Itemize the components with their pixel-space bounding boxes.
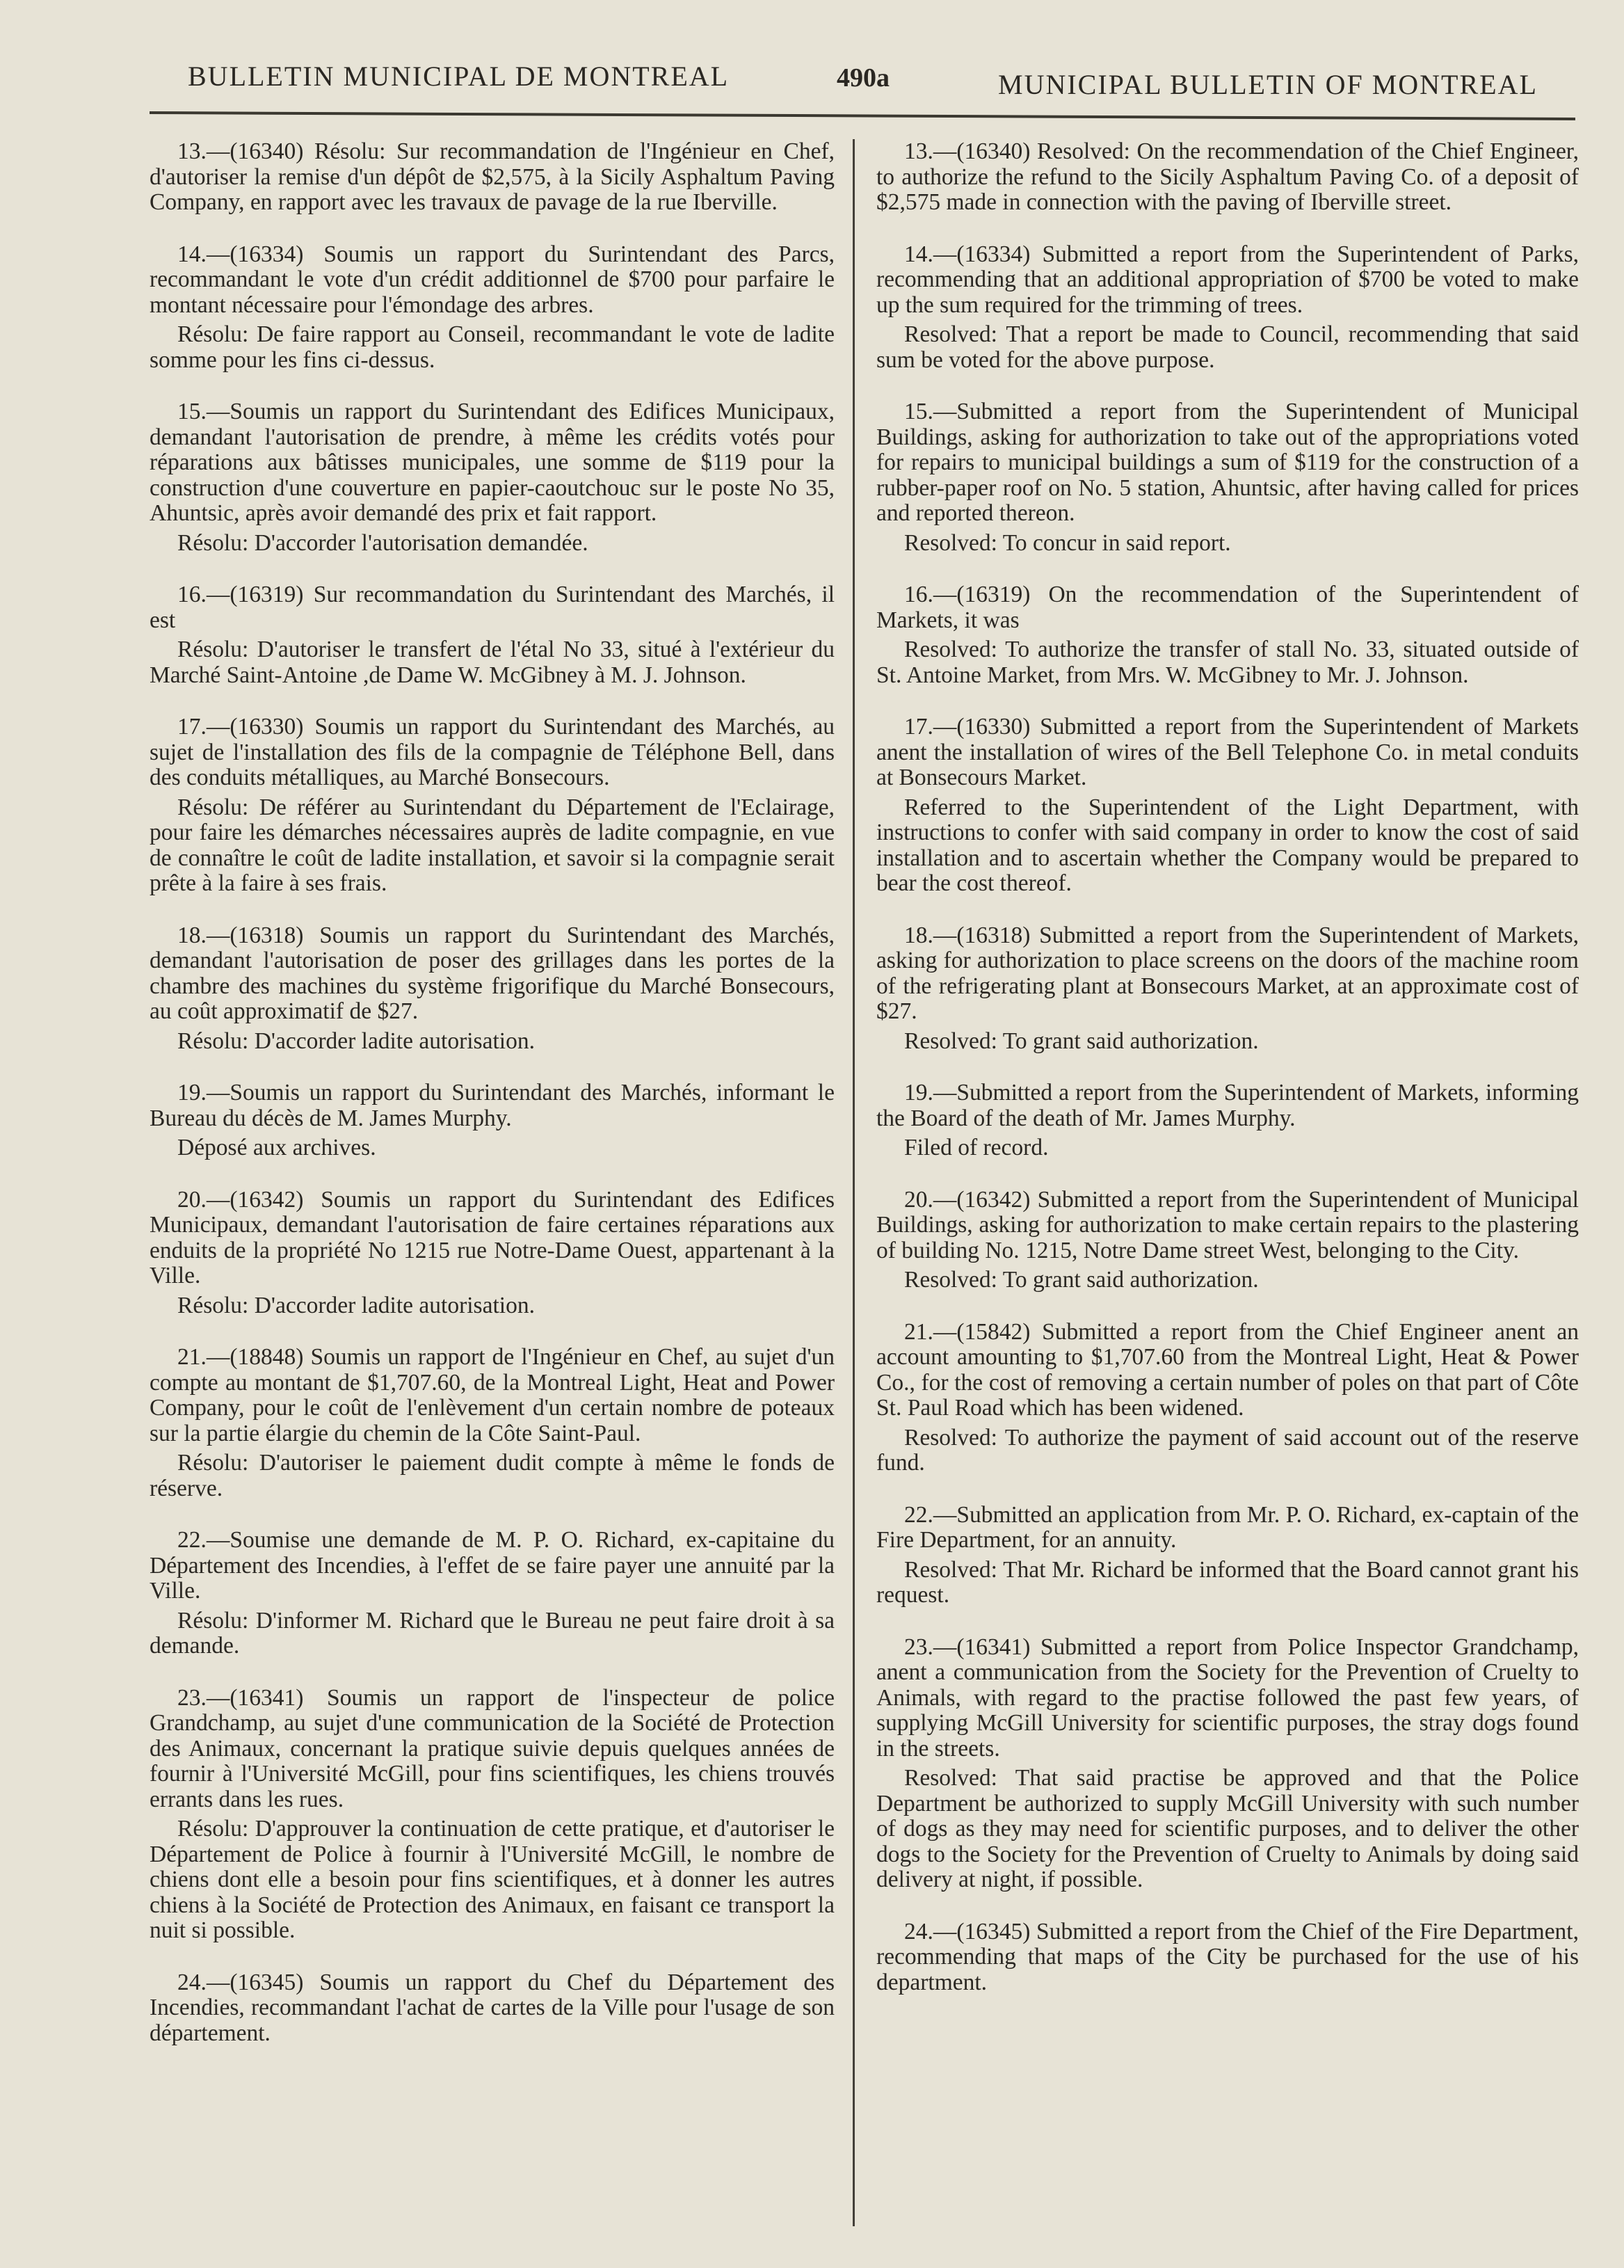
- english-entry-text: 18.—(16318) Submitted a report from the Superintendent of Markets, asking for authorization to place screens on the doors of the machine room of the refrigerating plant at Bonsecours Market, at an approximate cost of $27.: [876, 922, 1579, 1024]
- french-entry: [150, 1080, 835, 1161]
- french-entry-text: 22.—Soumise une demande de M. P. O. Richard, ex-capitaine du Département des Incendies, à l'effet de se faire payer une annuité par la Ville.: [150, 1527, 835, 1604]
- english-entry-text: 16.—(16319) On the recommendation of the Superintendent of Markets, it was: [876, 582, 1579, 633]
- french-entry: [150, 399, 835, 556]
- french-entry-text: 14.—(16334) Soumis un rapport du Surintendant des Parcs, recommandant le vote d'un crédit additionnel de $700 pour parfaire le montant nécessaire pour l'émondage des arbres.: [150, 241, 835, 318]
- english-entry-resolution: Resolved: To grant said authorization.: [904, 1028, 1259, 1054]
- french-entry-resolution: Résolu: De référer au Surintendant du Département de l'Eclairage, pour faire les démarches nécessaires auprès de ladite compagnie, en vue de connaître le coût de ladite installation, et savoir si la compagnie serait prête à la faire à ses frais.: [150, 794, 835, 896]
- french-entry-resolution: Déposé aux archives.: [177, 1135, 376, 1160]
- french-entry-text: 20.—(16342) Soumis un rapport du Surintendant des Edifices Municipaux, demandant l'autorisation de faire certaines réparations aux enduits de la propriété No 1215 rue Notre-Dame Ouest, appartenant à la Ville.: [150, 1186, 835, 1288]
- english-entry-resolution: Resolved: That a report be made to Council, recommending that said sum be voted for the above purpose.: [876, 321, 1579, 373]
- english-entry-resolution: Resolved: To authorize the transfer of stall No. 33, situated outside of St. Antoine Market, from Mrs. W. McGibney to Mr. J. Johnson.: [876, 637, 1579, 688]
- column-divider: [853, 139, 855, 2226]
- french-entry-text: 18.—(16318) Soumis un rapport du Surintendant des Marchés, demandant l'autorisation de poser des grillages dans les portes de la chambre des machines du système frigorifique du Marché Bonsecours, au coût approximatif de $27.: [150, 922, 835, 1024]
- header-rule: [150, 111, 1575, 120]
- english-entry: [876, 139, 1579, 216]
- english-entry: [876, 1635, 1579, 1893]
- french-entry-text: 21.—(18848) Soumis un rapport de l'Ingénieur en Chef, au sujet d'un compte au montant de $1,707.60, de la Montreal Light, Heat and Power Company, pour le coût de l'enlèvement d'un certain nombre de poteaux sur la partie élargie du chemin de la Côte Saint-Paul.: [150, 1344, 835, 1446]
- french-entry: [150, 1970, 835, 2047]
- page-header: [0, 0, 1624, 122]
- page-number: 490a: [837, 63, 890, 93]
- english-entry-resolution: Resolved: To authorize the payment of said account out of the reserve fund.: [876, 1424, 1579, 1476]
- english-entry: [876, 1080, 1579, 1161]
- french-entry: [150, 714, 835, 897]
- english-entry-resolution: Resolved: That Mr. Richard be informed that the Board cannot grant his request.: [876, 1556, 1579, 1608]
- french-entry: [150, 242, 835, 374]
- french-entry: [150, 1345, 835, 1501]
- english-entry: [876, 399, 1579, 556]
- french-column: [150, 139, 835, 2073]
- french-entry-resolution: Résolu: D'accorder ladite autorisation.: [177, 1028, 535, 1054]
- english-entry-text: 21.—(15842) Submitted a report from the Chief Engineer anent an account amounting to $1,707.60 from the Montreal Light, Heat & Power Co., for the cost of removing a certain number of poles on that part of Côte St. Paul Road which has been widened.: [876, 1318, 1579, 1421]
- header-english-title: MUNICIPAL BULLETIN OF MONTREAL: [998, 69, 1538, 100]
- french-entry-resolution: Résolu: D'accorder l'autorisation demandée.: [177, 529, 588, 556]
- english-entry: [876, 242, 1579, 374]
- english-entry-text: 19.—Submitted a report from the Superintendent of Markets, informing the Board of the death of Mr. James Murphy.: [876, 1080, 1579, 1131]
- english-entry-text: 23.—(16341) Submitted a report from Police Inspector Grandchamp, anent a communication from the Society for the Prevention of Cruelty to Animals, with regard to the practise followed the past few years, of supplying McGill University for scientific purposes, the stray dogs found in the streets.: [876, 1634, 1579, 1762]
- french-entry-resolution: Résolu: D'autoriser le paiement dudit compte à même le fonds de réserve.: [150, 1450, 835, 1501]
- french-entry-text: 17.—(16330) Soumis un rapport du Surintendant des Marchés, au sujet de l'installation des fils de la compagnie de Téléphone Bell, dans des conduits métalliques, au Marché Bonsecours.: [150, 714, 835, 790]
- english-entry-resolution: Referred to the Superintendent of the Light Department, with instructions to confer with said company in order to know the cost of said installation and to ascertain whether the Company would be prepared to bear the cost thereof.: [876, 794, 1579, 896]
- english-entry-resolution: Filed of record.: [904, 1135, 1049, 1160]
- english-entry-text: 14.—(16334) Submitted a report from the Superintendent of Parks, recommending that an additional appropriation of $700 be voted to make up the sum required for the trimming of trees.: [876, 241, 1579, 318]
- french-entry-text: 23.—(16341) Soumis un rapport de l'inspecteur de police Grandchamp, au sujet d'une communication de la Société de Protection des Animaux, concernant la pratique suivie depuis quelques années de fournir à l'Université McGill, pour fins scientifiques, les chiens trouvés errants dans les rues.: [150, 1684, 835, 1812]
- english-entry-text: 22.—Submitted an application from Mr. P. O. Richard, ex-captain of the Fire Department, for an annuity.: [876, 1501, 1579, 1553]
- english-entry-text: 17.—(16330) Submitted a report from the Superintendent of Markets anent the installation of wires of the Bell Telephone Co. in metal conduits at Bonsecours Market.: [876, 714, 1579, 790]
- french-entry-resolution: Résolu: D'autoriser le transfert de l'étal No 33, situé à l'extérieur du Marché Saint-Antoine ,de Dame W. McGibney à M. J. Johnson.: [150, 637, 835, 688]
- english-entry: [876, 923, 1579, 1055]
- french-entry: [150, 139, 835, 216]
- english-entry: [876, 1320, 1579, 1476]
- french-entry-text: 19.—Soumis un rapport du Surintendant des Marchés, informant le Bureau du décès de M. James Murphy.: [150, 1080, 835, 1131]
- english-entry-text: 24.—(16345) Submitted a report from the Chief of the Fire Department, recommending that maps of the City be purchased for the use of his department.: [876, 1918, 1579, 1995]
- english-entry-text: 13.—(16340) Resolved: On the recommendation of the Chief Engineer, to authorize the refund to the Sicily Asphaltum Paving Co. of a deposit of $2,575 made in connection with the paving of Iberville street.: [876, 138, 1579, 215]
- french-entry-text: 16.—(16319) Sur recommandation du Surintendant des Marchés, il est: [150, 582, 835, 633]
- english-entry-resolution: Resolved: That said practise be approved and that the Police Department be authorized to supply McGill University with such number of dogs as they may need for scientific purposes, and to deliver the other dogs to the Society for the Prevention of Cruelty to Animals by doing said delivery at night, if possible.: [876, 1765, 1579, 1892]
- french-entry-resolution: Résolu: De faire rapport au Conseil, recommandant le vote de ladite somme pour les fins ci-dessus.: [150, 321, 835, 373]
- english-entry: [876, 1188, 1579, 1293]
- english-entry-resolution: Resolved: To concur in said report.: [904, 529, 1231, 556]
- english-column: [876, 139, 1579, 2022]
- english-entry-text: 15.—Submitted a report from the Superintendent of Municipal Buildings, asking for authorization to take out of the appropriations voted for repairs to municipal buildings a sum of $119 for the construction of a rubber-paper roof on No. 5 station, Ahuntsic, after having called for prices and reported thereon.: [876, 399, 1579, 526]
- english-entry: [876, 714, 1579, 897]
- french-entry-text: 13.—(16340) Résolu: Sur recommandation de l'Ingénieur en Chef, d'autoriser la remise d'un dépôt de $2,575, à la Sicily Asphaltum Paving Company, en rapport avec les travaux de pavage de la rue Iberville.: [150, 138, 835, 215]
- english-entry: [876, 582, 1579, 688]
- header-french-title: BULLETIN MUNICIPAL DE MONTREAL: [188, 61, 730, 92]
- english-entry-text: 20.—(16342) Submitted a report from the Superintendent of Municipal Buildings, asking for authorization to make certain repairs to the plastering of building No. 1215, Notre Dame street West, belonging to the City.: [876, 1186, 1579, 1263]
- french-entry-resolution: Résolu: D'approuver la continuation de cette pratique, et d'autoriser le Département de Police à fournir à l'Université McGill, le nombre de chiens dont elle a besoin pour fins scientifiques, et à donner les autres chiens à la Société de Protection des Animaux, en faisant ce transport la nuit si possible.: [150, 1816, 835, 1943]
- french-entry-text: 15.—Soumis un rapport du Surintendant des Edifices Municipaux, demandant l'autorisation de prendre, à même les crédits votés pour réparations aux bâtisses municipales, une somme de $119 pour la construction d'une couverture en papier-caoutchouc sur le poste No 35, Ahuntsic, après avoir demandé des prix et fait rapport.: [150, 399, 835, 526]
- english-entry: [876, 1919, 1579, 1996]
- french-entry-resolution: Résolu: D'accorder ladite autorisation.: [177, 1292, 535, 1318]
- french-entry: [150, 1188, 835, 1319]
- french-entry: [150, 1528, 835, 1659]
- english-entry-resolution: Resolved: To grant said authorization.: [904, 1267, 1259, 1293]
- english-entry: [876, 1503, 1579, 1608]
- french-entry-resolution: Résolu: D'informer M. Richard que le Bureau ne peut faire droit à sa demande.: [150, 1607, 835, 1659]
- french-entry: [150, 1686, 835, 1944]
- french-entry-text: 24.—(16345) Soumis un rapport du Chef du Département des Incendies, recommandant l'achat de cartes de la Ville pour l'usage de son département.: [150, 1969, 835, 2046]
- french-entry: [150, 923, 835, 1055]
- french-entry: [150, 582, 835, 688]
